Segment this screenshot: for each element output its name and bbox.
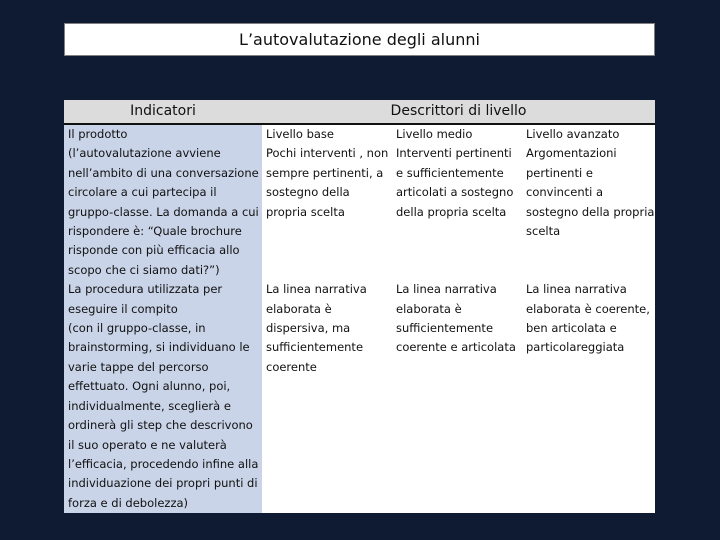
cell-livello-avanzato: La linea narrativa elaborata è coerente, ben articolata e particolareggiata — [522, 280, 655, 513]
rubric-table — [64, 100, 655, 513]
cell-livello-medio: La linea narrativa elaborata è sufficientemente coerente e articolata — [392, 280, 522, 513]
slide-title-box — [64, 23, 655, 56]
table-row — [64, 124, 655, 280]
cell-indicatore: La procedura utilizzata per eseguire il compito (con il gruppo-classe, in brainstorming, si individuano le varie tappe del percorso effettuato. Ogni alunno, poi, individualmente, sceglierà e ordinerà gli step che descrivono il suo operato e ne valuterà l’efficacia, procedendo infine alla individuazione dei propri punti di forza e di debolezza) — [64, 280, 262, 513]
header-indicatori: Indicatori — [64, 100, 262, 124]
header-descrittori: Descrittori di livello — [262, 100, 655, 124]
cell-livello-avanzato: Livello avanzato Argomentazioni pertinenti e convincenti a sostegno della propria scelta — [522, 124, 655, 280]
cell-livello-base: Livello base Pochi interventi , non sempre pertinenti, a sostegno della propria scelta — [262, 124, 392, 280]
cell-livello-base: La linea narrativa elaborata è dispersiva, ma sufficientemente coerente — [262, 280, 392, 513]
cell-indicatore: Il prodotto (l’autovalutazione avviene nell’ambito di una conversazione circolare a cui partecipa il gruppo-classe. La domanda a cui rispondere è: “Quale brochure risponde con più efficacia allo scopo che ci siamo dati?”) — [64, 124, 262, 280]
table-header-row — [64, 100, 655, 124]
slide-title: L’autovalutazione degli alunni — [239, 30, 480, 49]
table-row — [64, 280, 655, 513]
cell-livello-medio: Livello medio Interventi pertinenti e sufficientemente articolati a sostegno della propria scelta — [392, 124, 522, 280]
